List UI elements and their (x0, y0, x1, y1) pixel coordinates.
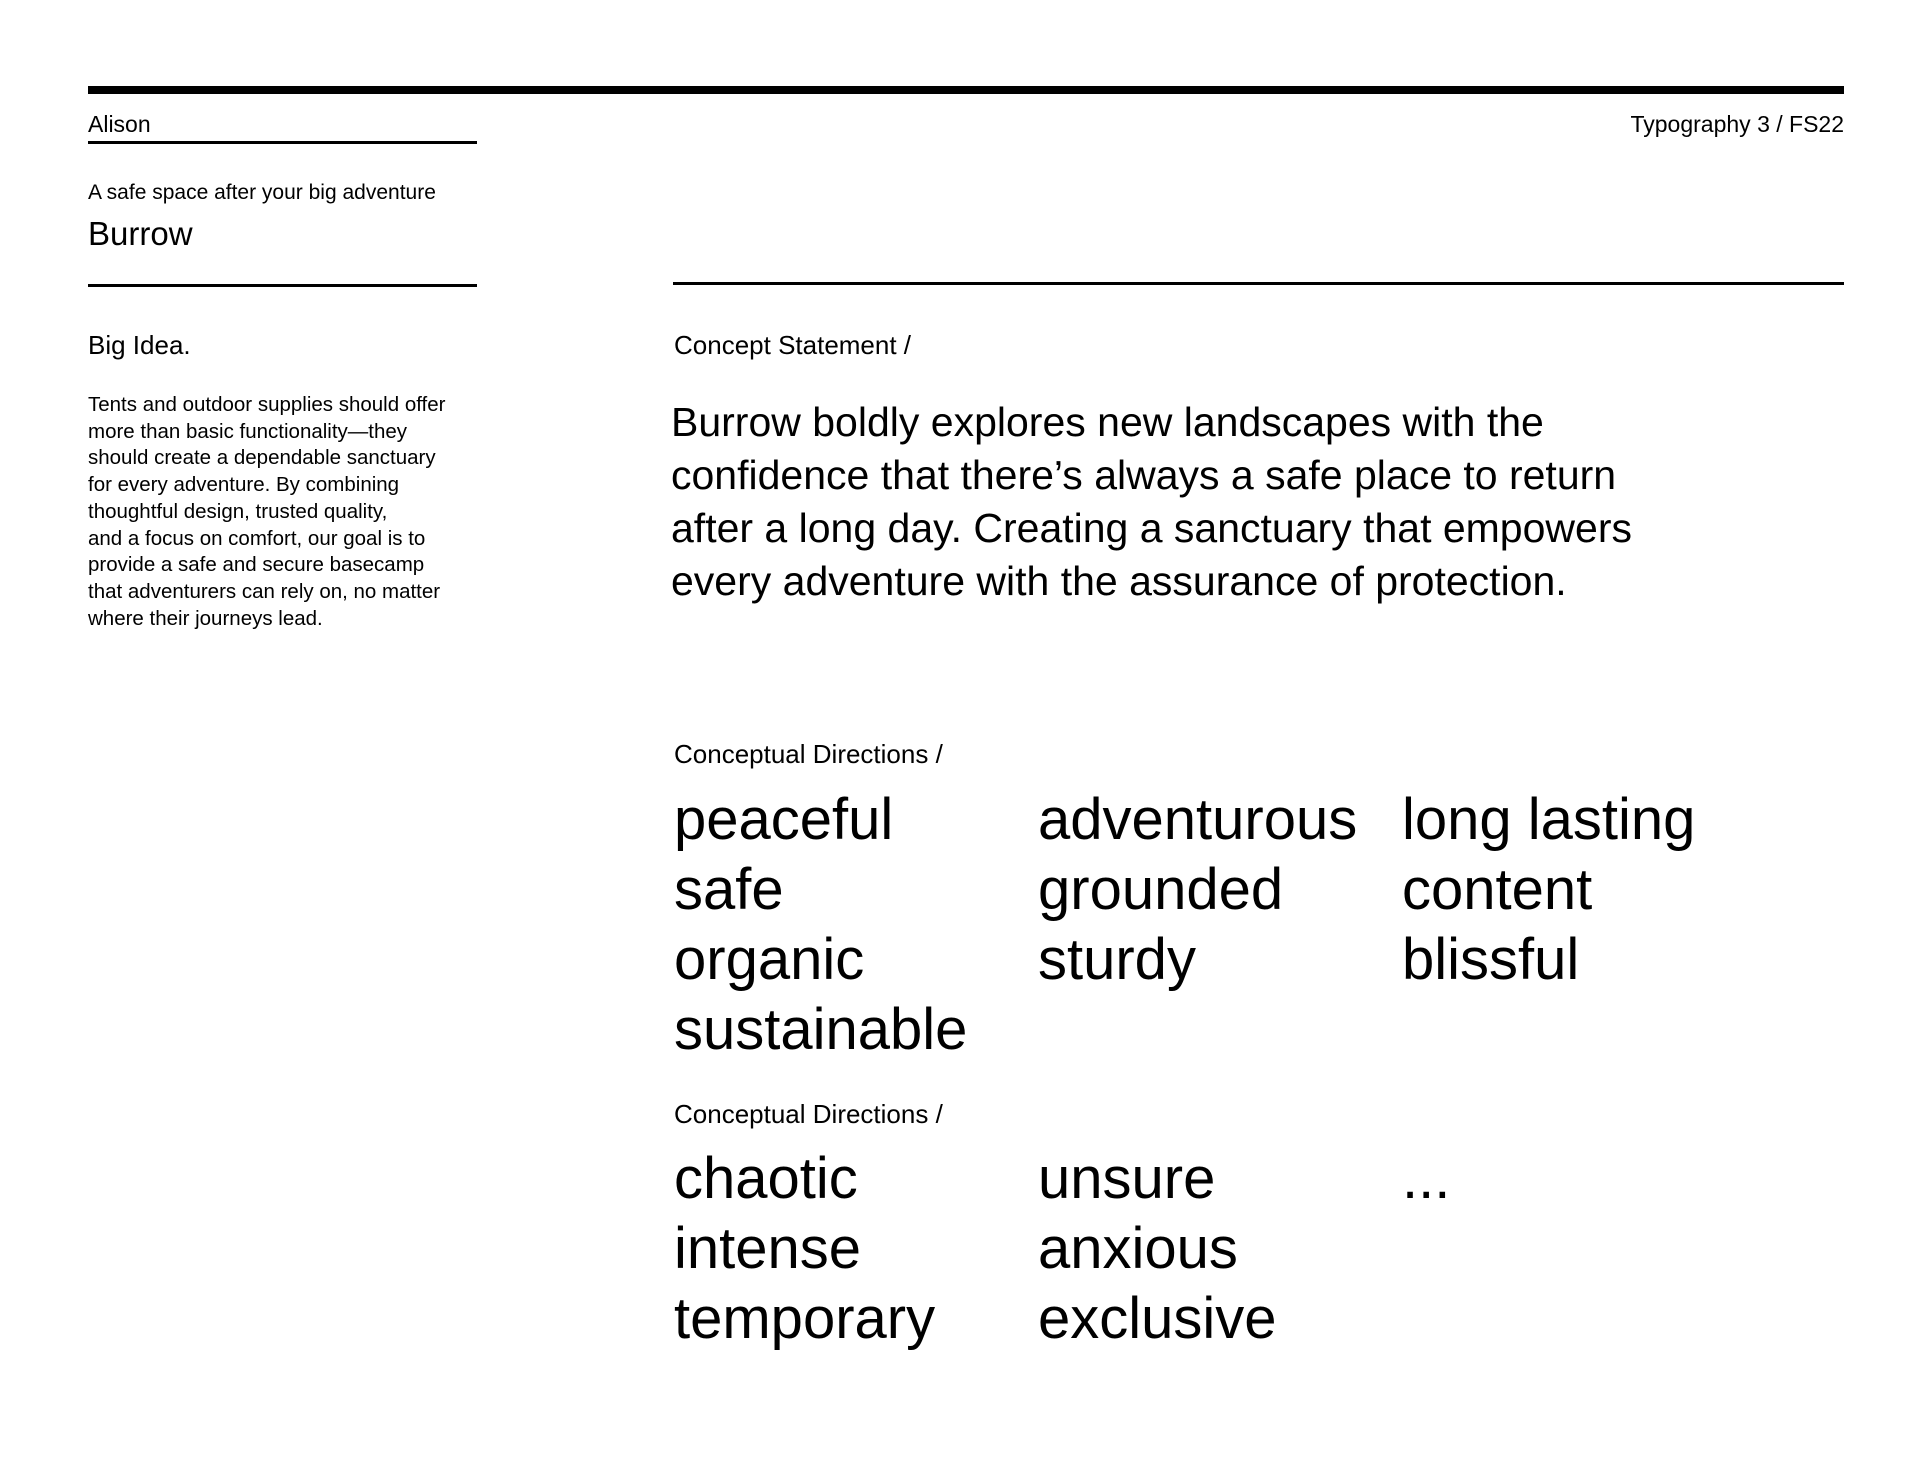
big-idea-line: Tents and outdoor supplies should offer (88, 393, 446, 416)
big-idea-line: provide a safe and secure basecamp (88, 553, 425, 577)
direction-word: long lasting (1402, 787, 1696, 852)
concept-line: confidence that there’s always a safe place to return (671, 452, 1617, 498)
conceptual-directions-label-2: Conceptual Directions / (674, 1099, 943, 1129)
brand-tagline: A safe space after your big adventure (88, 181, 436, 204)
big-idea-line: and a focus on comfort, our goal is to (88, 526, 426, 550)
directions-column-3 (1402, 785, 1695, 995)
conceptual-directions-label: Conceptual Directions / (674, 739, 943, 769)
direction-word: peaceful (674, 787, 894, 852)
direction-word: exclusive (1038, 1286, 1277, 1351)
left-divider-top (88, 141, 477, 144)
top-rule (88, 86, 1844, 94)
direction-word: unsure (1038, 1146, 1216, 1211)
big-idea-body (88, 392, 488, 632)
direction-word: intense (674, 1216, 862, 1281)
direction-word: sustainable (674, 997, 968, 1062)
direction-word: blissful (1402, 927, 1580, 992)
big-idea-line: should create a dependable sanctuary (88, 446, 436, 470)
direction-word: grounded (1038, 857, 1284, 922)
course-title: Typography 3 / FS22 (1630, 111, 1844, 137)
brand-name: Burrow (88, 215, 193, 252)
concept-line: Burrow boldly explores new landscapes with the (671, 399, 1544, 445)
direction-word: sturdy (1038, 927, 1196, 992)
directions-column-2 (1038, 785, 1357, 995)
big-idea-line: more than basic functionality—they (88, 419, 408, 443)
directions-column-3-negative (1402, 1144, 1450, 1214)
direction-word: organic (674, 927, 865, 992)
direction-word: safe (674, 857, 784, 922)
big-idea-line: for every adventure. By combining (88, 473, 400, 497)
directions-column-1 (674, 785, 967, 1065)
direction-word: anxious (1038, 1216, 1238, 1281)
concept-line: every adventure with the assurance of protection. (671, 558, 1567, 604)
big-idea-heading: Big Idea. (88, 330, 191, 360)
direction-word-ellipsis: ... (1402, 1146, 1451, 1211)
direction-word: content (1402, 857, 1593, 922)
direction-word: temporary (674, 1286, 936, 1351)
directions-column-2-negative (1038, 1144, 1277, 1354)
directions-column-1-negative (674, 1144, 935, 1354)
direction-word: chaotic (674, 1146, 858, 1211)
direction-word: adventurous (1038, 787, 1358, 852)
concept-statement-label: Concept Statement / (674, 330, 912, 360)
big-idea-line: thoughtful design, trusted quality, (88, 499, 388, 523)
right-divider (673, 282, 1844, 285)
author-name: Alison (88, 111, 151, 137)
concept-line: after a long day. Creating a sanctuary that empowers (671, 505, 1632, 551)
left-divider-bottom (88, 284, 477, 287)
big-idea-line: that adventurers can rely on, no matter (88, 579, 441, 603)
concept-statement-body (671, 396, 1632, 608)
big-idea-line: where their journeys lead. (88, 606, 323, 630)
